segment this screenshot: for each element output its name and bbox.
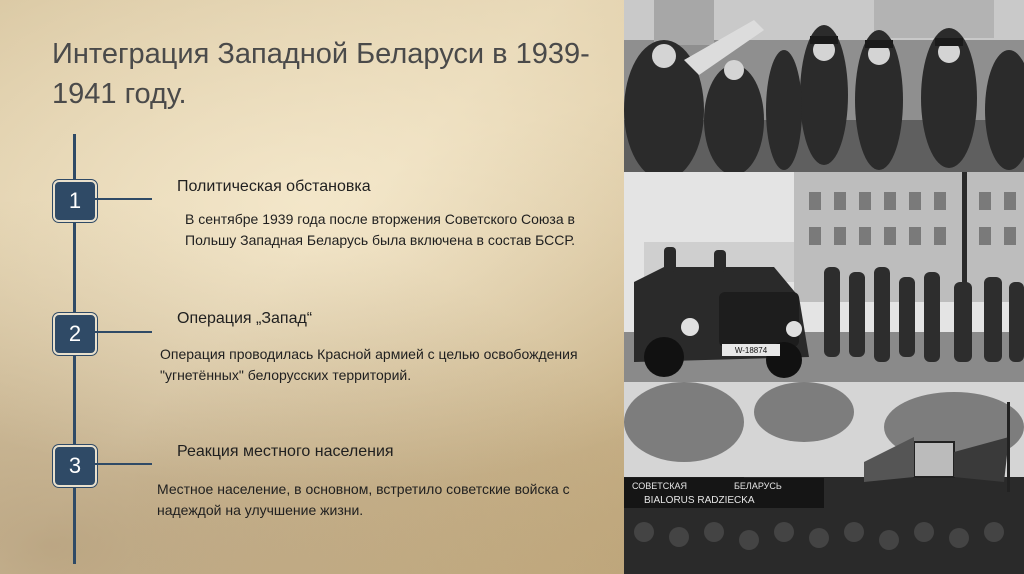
photo-demonstration-banners (624, 382, 1024, 574)
step-2-number: 2 (53, 313, 97, 355)
step-3-text: Местное население, в основном, встретило советские войска с надеждой на улучшение жизни. (157, 481, 570, 518)
truck-plate: W-18874 (734, 346, 768, 355)
step-2-text: Операция проводилась Красной армией с целью освобождения "угнетённых" белорусских территорий. (160, 346, 578, 383)
banner-text-3: BIALORUS RADZIECKA (644, 495, 755, 506)
step-1-number: 1 (53, 180, 97, 222)
slide-title: Интеграция Западной Беларуси в 1939-1941 году. (52, 38, 590, 110)
step-1-text: В сентябре 1939 года после вторжения Советского Союза в Польшу Западная Беларусь была включена в состав БССР. (185, 211, 575, 248)
step-1-heading: Политическая обстановка (177, 178, 371, 195)
step-3-heading: Реакция местного населения (177, 443, 394, 460)
step-1-connector (95, 198, 152, 200)
step-2-connector (95, 331, 152, 333)
banner-text-2: БЕЛАРУСЬ (734, 481, 782, 491)
step-3-connector (95, 463, 152, 465)
photo-truck-soldiers (624, 172, 1024, 382)
step-3-number: 3 (53, 445, 97, 487)
step-2-heading: Операция „Запад“ (177, 310, 313, 327)
photo-soldiers-greeted (624, 0, 1024, 172)
banner-text-1: СОВЕТСКАЯ (632, 481, 688, 491)
